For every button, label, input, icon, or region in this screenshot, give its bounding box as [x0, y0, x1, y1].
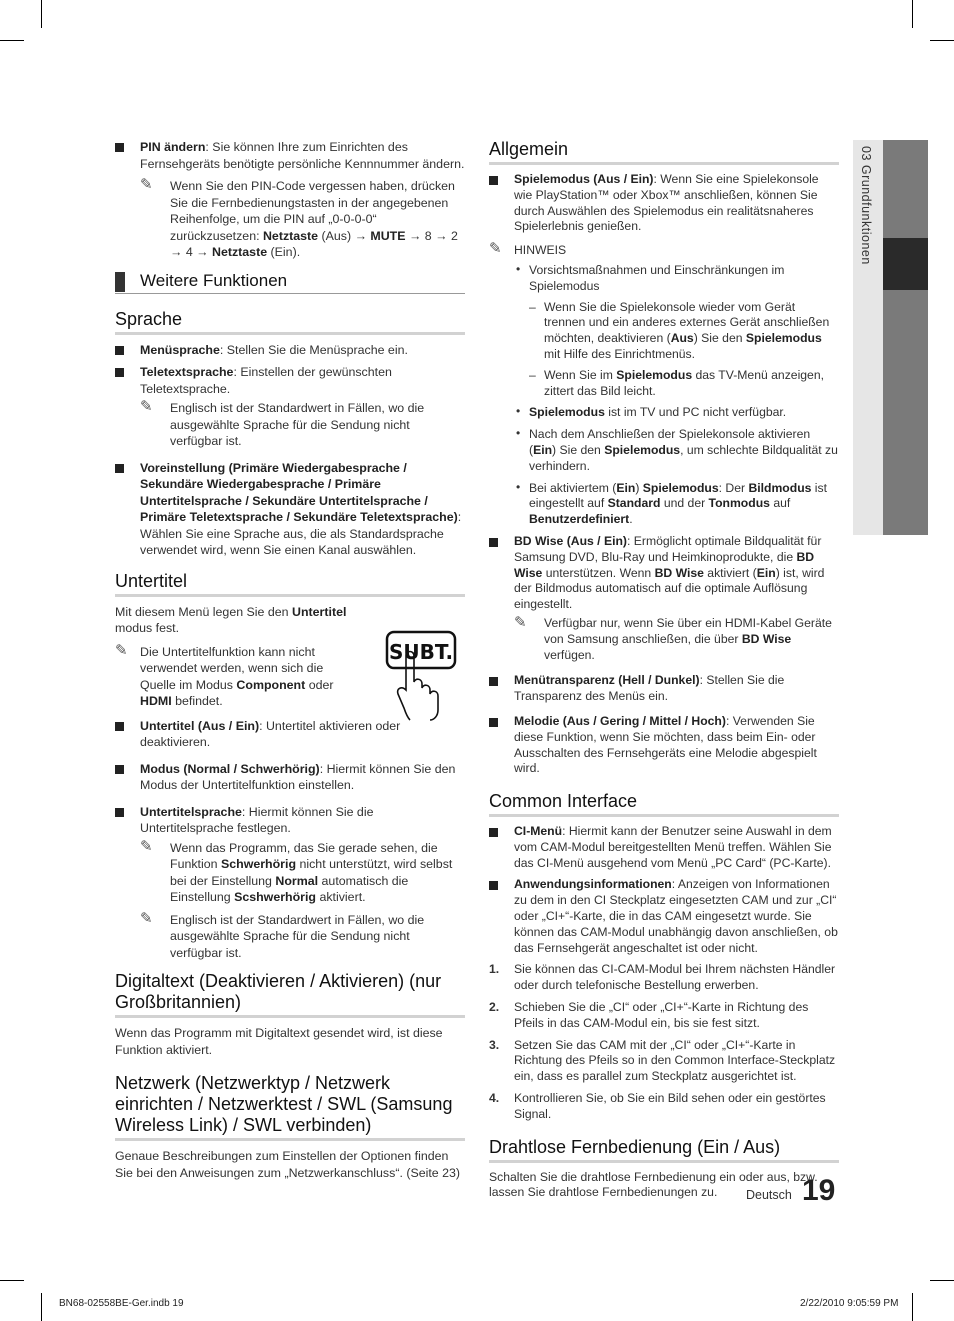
list-item: Untertitelsprache: Hiermit können Sie die Untertitelsprache festlegen. [115, 804, 465, 837]
pencil-note-icon: ✎ [140, 837, 153, 855]
bullet-square-icon [489, 677, 498, 686]
list-item: Menütransparenz (Hell / Dunkel): Stellen Sie die Transparenz des Menüs ein. [489, 673, 839, 705]
crop-mark [41, 0, 42, 28]
list-item: – Wenn Sie die Spielekonsole wieder vom Gerät trennen und ein anderes externes Gerät anschließen möchten, deaktivieren (Aus) Sie den Spielemodus mit Hilfe des Einrichtmenüs. [529, 299, 830, 361]
bullet-dot-icon: • [516, 479, 521, 494]
bullet-square-icon [115, 464, 124, 473]
heading-digitaltext: Digitaltext (Deaktivieren / Aktivieren) (nur Großbritannien) [115, 971, 465, 1018]
footer-language: Deutsch [746, 1188, 792, 1202]
pencil-note-icon: ✎ [514, 613, 527, 631]
bullet-square-icon [489, 828, 498, 837]
bullet-square-icon [489, 538, 498, 547]
section-heading-weitere: Weitere Funktionen [115, 271, 465, 294]
bullet-dot-icon: • [516, 426, 521, 441]
list-item: • Bei aktiviertem (Ein) Spielemodus: Der Bildmodus ist eingestellt auf Standard und der Tonmodus auf Benutzerdefiniert. [516, 479, 827, 527]
bullet-square-icon [115, 143, 124, 152]
heading-bar [115, 272, 125, 292]
list-item: Voreinstellung (Primäre Wiedergabesprache / Sekundäre Wiedergabesprache / Primäre Untertitelsprache / Sekundäre Untertitelsprache / Primäre Teletextsprache / Sekundäre Teletextsprache): Wählen Sie eine Sprache aus, die als Standardsprache verwendet wird, wenn Sie einen Kanal auswählen. [115, 460, 465, 559]
bullet-dot-icon: • [516, 261, 521, 276]
side-tab-marker [883, 238, 928, 290]
svg-text:SUBT.: SUBT. [388, 640, 454, 664]
note: ✎ Die Untertitelfunktion kann nicht verwendet werden, wenn sich die Quelle im Modus Component oder HDMI befindet. [115, 641, 334, 708]
list-item: Anwendungsinformationen: Anzeigen von Informationen zu dem in den CI Steckplatz eingesetzten CAM und zur „CI“ oder „CI+“-Karte, die in das CAM eingesetzt wurde. Sie können das CAM-Modul unabhängig davon anschließen, ob das Fernsehgerät angeschaltet ist oder nicht. [489, 877, 839, 956]
list-item: Teletextsprache: Einstellen der gewünschten Teletextsprache. [115, 364, 465, 397]
heading-untertitel: Untertitel [115, 571, 465, 597]
step-item: 1. Sie können das CI-CAM-Modul bei Ihrem nächsten Händler oder durch telefonische Bestellung erwerben. [489, 962, 836, 993]
list-item: • Nach dem Anschließen der Spielekonsole aktivieren (Ein) Sie den Spielemodus, um schlechte Bildqualität zu verhindern. [516, 426, 838, 473]
digitaltext-text: Wenn das Programm mit Digitaltext gesendet wird, ist diese Funktion aktiviert. [115, 1026, 443, 1057]
crop-mark [0, 40, 24, 41]
crop-mark [912, 0, 913, 28]
bullet-square-icon [115, 722, 124, 731]
untertitel-intro: Mit diesem Menü legen Sie den Untertitel modus fest. ✎ Die Untertitelfunktion kann nicht verwendet werden, wenn sich die Quelle im Modus Component oder HDMI befindet. [115, 604, 465, 710]
bullet-square-icon [115, 808, 124, 817]
page-number: 19 [802, 1174, 836, 1207]
chapter-label: 03 Grundfunktionen [859, 146, 873, 265]
pencil-note-icon: ✎ [115, 641, 128, 659]
netzwerk-text: Genaue Beschreibungen zum Einstellen der Optionen finden Sie bei den Anweisungen zum „Netzwerkanschluss“. (Seite 23) [115, 1149, 461, 1180]
list-item: Menüsprache: Stellen Sie die Menüsprache ein. [115, 342, 465, 359]
note: ✎ Englisch ist der Standardwert in Fällen, wo die ausgewählte Sprache für die Sendung nicht verfügbar ist. [140, 909, 425, 960]
bullet-square-icon [115, 346, 124, 355]
list-item: Spielemodus (Aus / Ein): Wenn Sie eine Spielekonsole wie PlayStation™ oder Xbox™ anschließen, können Sie durch Auswählen des Spielemodus ein realitätsnaheres Spielerlebnis genießen. [489, 172, 839, 235]
list-item: – Wenn Sie im Spielemodus das TV-Menü anzeigen, zittert das Bild leicht. [529, 367, 824, 398]
hinweis-heading: ✎ HINWEIS [489, 240, 567, 258]
print-date-info: 2/22/2010 9:05:59 PM [800, 1298, 899, 1309]
crop-mark [0, 1280, 24, 1281]
pencil-note-icon: ✎ [140, 909, 153, 927]
step-item: 3. Setzen Sie das CAM mit der „CI“ oder „CI+“-Karte in Richtung des Pfeils so in den Common Interface-Steckplatz ein, dass es parallel zum Steckplatz ausgerichtet ist. [489, 1037, 836, 1084]
step-item: 2. Schieben Sie die „CI“ oder „CI+“-Karte in Richtung des Pfeils in das CAM-Modul ein, bis sie fest sitzt. [489, 1000, 809, 1030]
crop-mark [41, 1293, 42, 1321]
heading-allgemein: Allgemein [489, 139, 839, 165]
pencil-note-icon: ✎ [140, 398, 153, 415]
bullet-square-icon [489, 176, 498, 185]
note: ✎ Englisch ist der Standardwert in Fällen, wo die ausgewählte Sprache für die Sendung nicht verfügbar ist. [140, 398, 425, 448]
list-item: CI-Menü: Hiermit kann der Benutzer seine Auswahl in dem vom CAM-Modul bereitgestellten Menü treffen. Wählen Sie das CI-Menü ausgehend vom Menü „PC Card“ (PC-Karte). [489, 824, 839, 871]
note: ✎ Wenn das Programm, das Sie gerade sehen, die Funktion Schwerhörig nicht unterstützt, wird selbst bei der Einstellung Normal automatisch die Einstellung Scshwerhörig aktiviert. [140, 837, 453, 904]
drahtlos-text: Schalten Sie die drahtlose Fernbedienung ein oder aus, bzw. lassen Sie drahtlose Fernbedienungen zu. [489, 1169, 818, 1200]
bullet-square-icon [115, 765, 124, 774]
list-item: Modus (Normal / Schwerhörig): Hiermit können Sie den Modus der Untertitelfunktion einstellen. [115, 761, 465, 794]
bullet-square-icon [489, 718, 498, 727]
crop-mark [930, 40, 954, 41]
heading-common-interface: Common Interface [489, 791, 839, 817]
right-column [489, 139, 839, 1201]
subt-button-illustration [384, 630, 460, 722]
crop-mark [912, 1293, 913, 1321]
note: ✎ Verfügbar nur, wenn Sie über ein HDMI-Kabel Geräte von Samsung anschließen, die über BD Wise verfügen. [514, 613, 832, 662]
heading-netzwerk: Netzwerk (Netzwerktyp / Netzwerk einrichten / Netzwerktest / SWL (Samsung Wireless Link) / SWL verbinden) [115, 1073, 465, 1141]
crop-mark [930, 1280, 954, 1281]
list-item: PIN ändern: Sie können Ihre zum Einrichten des Fernsehgeräts benötigte persönliche Kennnummer ändern. [115, 139, 465, 172]
list-item: • Vorsichtsmaßnahmen und Einschränkungen im Spielemodus [516, 261, 785, 293]
list-item: BD Wise (Aus / Ein): Ermöglicht optimale Bildqualität für Samsung DVD, Blu-Ray und Heimkinoprodukte, die BD Wise unterstützen. Wenn BD Wise aktiviert (Ein) ist, wird der Bildmodus automatisch auf die optimale Auflösung eingestellt. [489, 534, 839, 613]
step-item: 4. Kontrollieren Sie, ob Sie ein Bild sehen oder ein gestörtes Signal. [489, 1091, 826, 1121]
note: ✎ Wenn Sie den PIN-Code vergessen haben, drücken Sie die Fernbedienungstasten in der angegebenen Reihenfolge, um die PIN auf „0-0-0-0“ zurückzusetzen: Netztaste (Aus) → MUTE → 8 → 2 → 4 → Netztaste (Ein). [140, 176, 458, 259]
bullet-dot-icon: • [516, 404, 521, 419]
bullet-square-icon [489, 881, 498, 890]
print-file-info: BN68-02558BE-Ger.indb 19 [59, 1298, 184, 1309]
bullet-square-icon [115, 368, 124, 377]
pencil-note-icon: ✎ [140, 176, 153, 193]
list-item: Untertitel (Aus / Ein): Untertitel aktivieren oder deaktivieren. [115, 718, 465, 751]
side-tab-dark [883, 140, 928, 535]
list-item: Melodie (Aus / Gering / Mittel / Hoch): Verwenden Sie diese Funktion, wenn Sie möchten, dass beim Ein- oder Ausschalten des Fernsehgeräts eine Melodie abgespielt wird. [489, 714, 839, 777]
heading-sprache: Sprache [115, 309, 465, 335]
hand-pressing-button-icon [384, 630, 460, 722]
pencil-note-icon: ✎ [489, 240, 502, 258]
list-item: • Spielemodus ist im TV und PC nicht verfügbar. [516, 404, 787, 420]
heading-drahtlos: Drahtlose Fernbedienung (Ein / Aus) [489, 1137, 839, 1163]
